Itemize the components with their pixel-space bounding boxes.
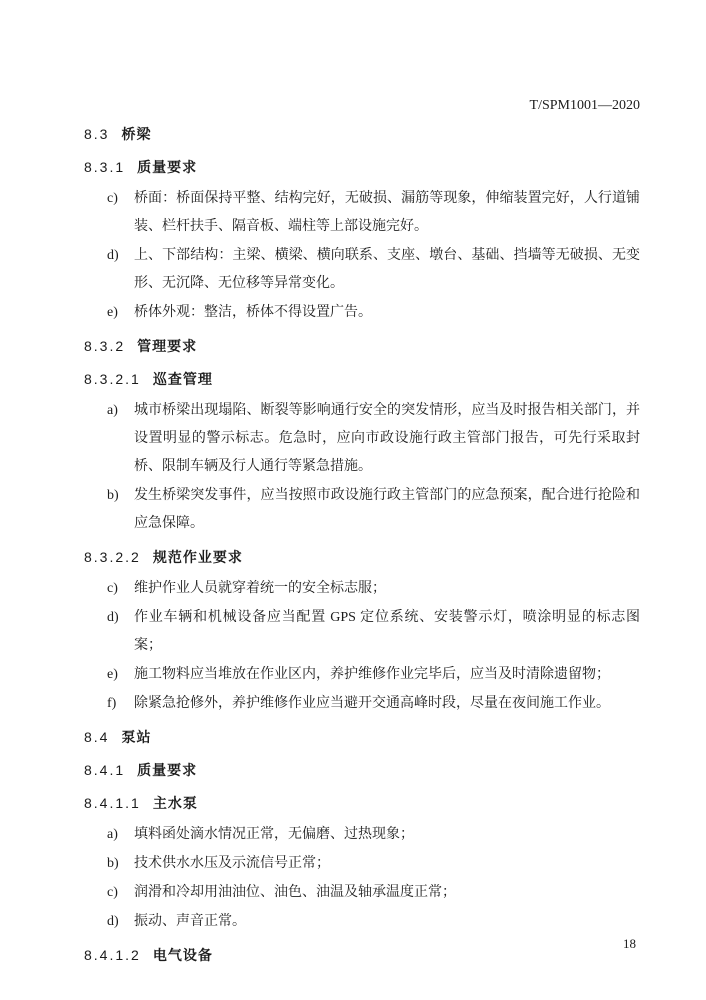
list-item-marker: a): [107, 827, 118, 842]
section-title: 规范作业要求: [152, 549, 243, 565]
list-item: [84, 661, 640, 689]
section-number: 8.3: [84, 126, 110, 142]
list-item: [84, 908, 640, 936]
list-item: [84, 850, 640, 878]
list-item: [84, 397, 640, 481]
list-item: [84, 879, 640, 907]
section-number: 8.4: [84, 729, 110, 745]
list-item-text: 技术供水水压及示流信号正常；: [134, 856, 330, 871]
list-item-marker: e): [107, 667, 118, 682]
section-title: 质量要求: [137, 159, 198, 175]
section-title: 巡查管理: [152, 371, 213, 387]
section-heading: [84, 365, 640, 393]
list-item-text: 维护作业人员就穿着统一的安全标志服；: [134, 581, 386, 596]
list-item-marker: c): [107, 885, 118, 900]
list-item-text: 润滑和冷却用油油位、油色、油温及轴承温度正常；: [134, 885, 456, 900]
doc-header: [84, 98, 640, 114]
list-item-marker: b): [107, 856, 119, 871]
section-title: 桥梁: [121, 126, 152, 142]
section-title: 主水泵: [152, 795, 198, 811]
list-item-marker: f): [107, 696, 117, 711]
list-item-marker: d): [107, 610, 119, 625]
section-title: 泵站: [121, 729, 152, 745]
list-item: [84, 242, 640, 298]
section-number: 8.3.1: [84, 159, 126, 175]
list-item-marker: d): [107, 248, 119, 263]
list-item-marker: a): [107, 403, 118, 418]
section-heading: [84, 941, 640, 969]
list-item-text: 桥体外观：整洁，桥体不得设置广告。: [134, 305, 372, 320]
section-heading: [84, 756, 640, 784]
list-item-marker: b): [107, 488, 119, 503]
list-item-text: 上、下部结构：主梁、横梁、横向联系、支座、墩台、基础、挡墙等无破损、无变形、无沉降、无位移等异常变化。: [134, 248, 640, 291]
section-number: 8.4.1.1: [84, 795, 141, 811]
list-item: [84, 299, 640, 327]
list-item-text: 除紧急抢修外，养护维修作业应当避开交通高峰时段，尽量在夜间施工作业。: [134, 696, 610, 711]
section-number: 8.3.2: [84, 338, 126, 354]
list-item-marker: c): [107, 581, 118, 596]
list-item-marker: d): [107, 914, 119, 929]
section-heading: [84, 120, 640, 148]
list-item-marker: e): [107, 305, 118, 320]
list-item-text: 填料函处滴水情况正常，无偏磨、过热现象；: [134, 827, 414, 842]
list-item: [84, 690, 640, 718]
list-item-marker: c): [107, 191, 118, 206]
list-item-text: 施工物料应当堆放在作业区内，养护维修作业完毕后，应当及时清除遗留物；: [134, 667, 610, 682]
section-title: 管理要求: [137, 338, 198, 354]
section-title: 电气设备: [152, 947, 213, 963]
standard-number: T/SPM1001—2020: [529, 98, 640, 113]
section-number: 8.4.1: [84, 762, 126, 778]
list-item: [84, 482, 640, 538]
list-item: [84, 185, 640, 241]
list-item-text: 作业车辆和机械设备应当配置 GPS 定位系统、安装警示灯，喷涂明显的标志图案；: [134, 610, 640, 653]
page-number: 18: [623, 936, 636, 951]
list-item: [84, 604, 640, 660]
list-item-text: 振动、声音正常。: [134, 914, 246, 929]
section-heading: [84, 543, 640, 571]
section-heading: [84, 153, 640, 181]
section-heading: [84, 332, 640, 360]
list-item-text: 桥面：桥面保持平整、结构完好，无破损、漏筋等现象，伸缩装置完好，人行道铺装、栏杆扶手、隔音板、端柱等上部设施完好。: [134, 191, 640, 234]
section-heading: [84, 789, 640, 817]
list-item-text: 发生桥梁突发事件，应当按照市政设施行政主管部门的应急预案，配合进行抢险和应急保障。: [134, 488, 640, 531]
content-area: [84, 98, 640, 973]
section-title: 质量要求: [137, 762, 198, 778]
section-number: 8.4.1.2: [84, 947, 141, 963]
document-body: [84, 120, 640, 969]
section-number: 8.3.2.2: [84, 549, 141, 565]
section-heading: [84, 723, 640, 751]
list-item-text: 城市桥梁出现塌陷、断裂等影响通行安全的突发情形，应当及时报告相关部门，并设置明显的警示标志。危急时，应向市政设施行政主管部门报告，可先行采取封桥、限制车辆及行人通行等紧急措施。: [134, 403, 640, 474]
list-item: [84, 575, 640, 603]
section-number: 8.3.2.1: [84, 371, 141, 387]
list-item: [84, 821, 640, 849]
